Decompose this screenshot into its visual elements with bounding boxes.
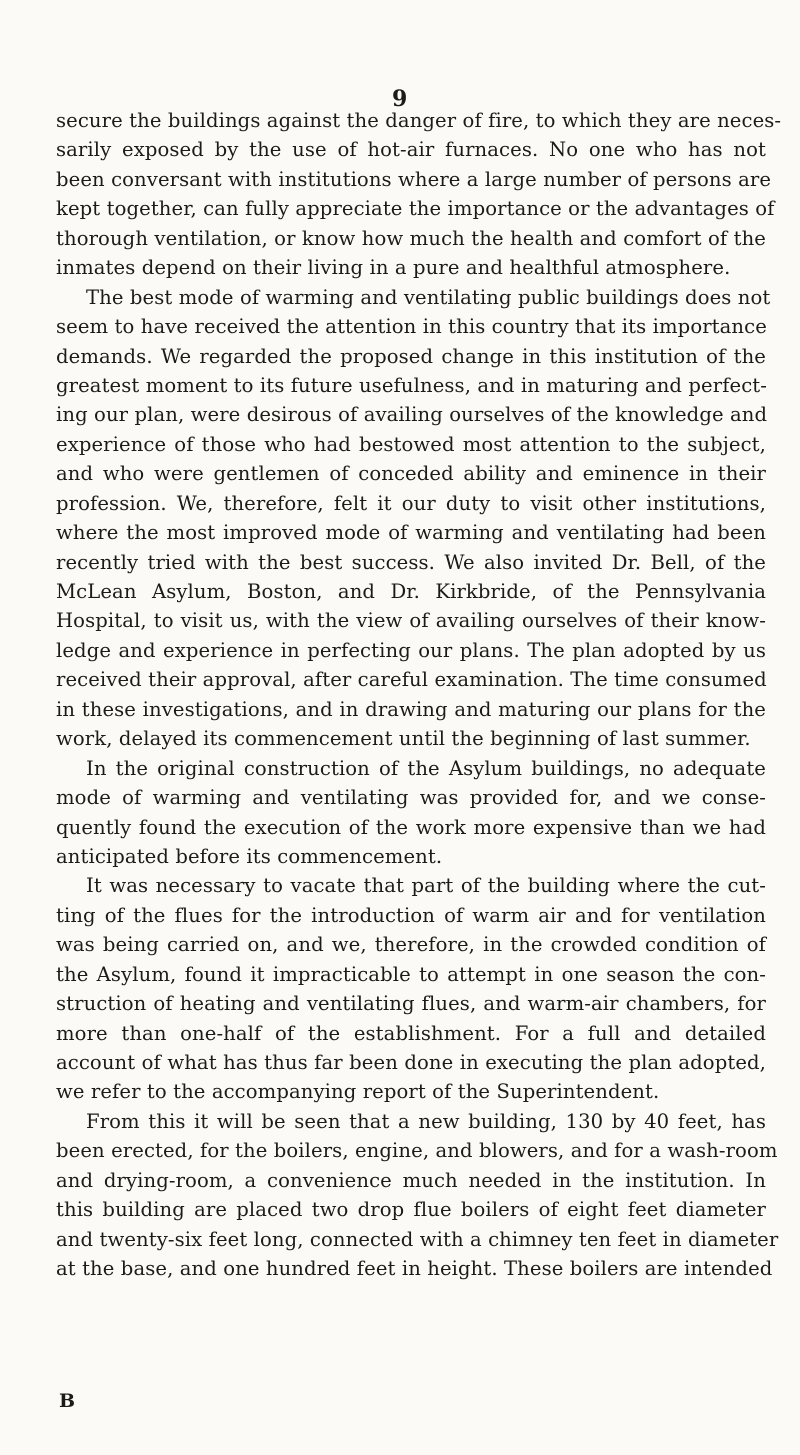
text-line: this building are placed two drop flue boilers of eight feet diameter [56, 1198, 766, 1222]
text-line: been conversant with institutions where a large number of persons are [56, 167, 772, 191]
text-line: Hospital, to visit us, with the view of availing ourselves of their know- [56, 609, 766, 633]
text-line: recently tried with the best success. We also invited Dr. Bell, of the [56, 550, 766, 574]
text-line: In the original construction of the Asylum buildings, no adequate [86, 756, 766, 780]
text-line: and drying-room, a convenience much needed in the institution. In [56, 1168, 766, 1192]
text-line: kept together, can fully appreciate the importance or the advantages of [56, 197, 775, 221]
text-line: seem to have received the attention in this country that its importance [56, 315, 767, 339]
text-line: From this it will be seen that a new building, 130 by 40 feet, has [86, 1109, 766, 1133]
text-line: ledge and experience in perfecting our plans. The plan adopted by us [56, 638, 766, 662]
text-line: ing our plan, were desirous of availing ourselves of the knowledge and [56, 403, 768, 427]
text-line: work, delayed its commencement until the beginning of last summer. [56, 727, 751, 751]
page-number: 9 [392, 86, 408, 112]
text-line: greatest moment to its future usefulness, and in maturing and perfect- [56, 373, 768, 397]
text-line: and twenty-six feet long, connected with a chimney ten feet in diameter [56, 1227, 779, 1251]
text-line: profession. We, therefore, felt it our duty to visit other institutions, [56, 491, 766, 515]
text-line: ting of the flues for the introduction of warm air and for ventilation [56, 903, 766, 927]
text-line: been erected, for the boilers, engine, and blowers, and for a wash-room [56, 1139, 778, 1163]
text-line: quently found the execution of the work more expensive than we had [56, 815, 766, 839]
text-line: thorough ventilation, or know how much the health and comfort of the [56, 226, 766, 250]
text-line: secure the buildings against the danger of fire, to which they are neces- [56, 109, 782, 132]
text-line: we refer to the accompanying report of the Superintendent. [56, 1080, 660, 1104]
text-line: inmates depend on their living in a pure and healthful atmosphere. [56, 256, 731, 280]
text-line: in these investigations, and in drawing and maturing our plans for the [56, 697, 766, 721]
text-line: more than one-half of the establishment. For a full and detailed [56, 1021, 766, 1045]
text-line: sarily exposed by the use of hot-air furnaces. No one who has not [56, 138, 766, 162]
text-line: mode of warming and ventilating was provided for, and we conse- [56, 786, 766, 810]
text-line: the Asylum, found it impracticable to attempt in one season the con- [56, 962, 766, 986]
text-line: demands. We regarded the proposed change in this institution of the [56, 344, 766, 368]
body-text [56, 106, 782, 1284]
text-line: struction of heating and ventilating flues, and warm-air chambers, for [56, 992, 766, 1016]
text-line: and who were gentlemen of conceded ability and eminence in their [56, 462, 766, 486]
signature-mark: B [59, 1390, 76, 1412]
text-line: The best mode of warming and ventilating public buildings does not [86, 285, 771, 309]
text-line: anticipated before its commencement. [56, 844, 443, 868]
text-line: experience of those who had bestowed most attention to the subject, [56, 432, 766, 456]
text-line: was being carried on, and we, therefore, in the crowded condition of [56, 933, 766, 957]
text-line: McLean Asylum, Boston, and Dr. Kirkbride, of the Pennsylvania [56, 580, 766, 603]
text-line: where the most improved mode of warming and ventilating had been [56, 521, 766, 545]
text-line: at the base, and one hundred feet in height. These boilers are intended [56, 1257, 773, 1281]
text-line: It was necessary to vacate that part of the building where the cut- [86, 874, 766, 898]
text-line: account of what has thus far been done in executing the plan adopted, [56, 1051, 766, 1074]
text-line: received their approval, after careful examination. The time consumed [56, 668, 767, 692]
